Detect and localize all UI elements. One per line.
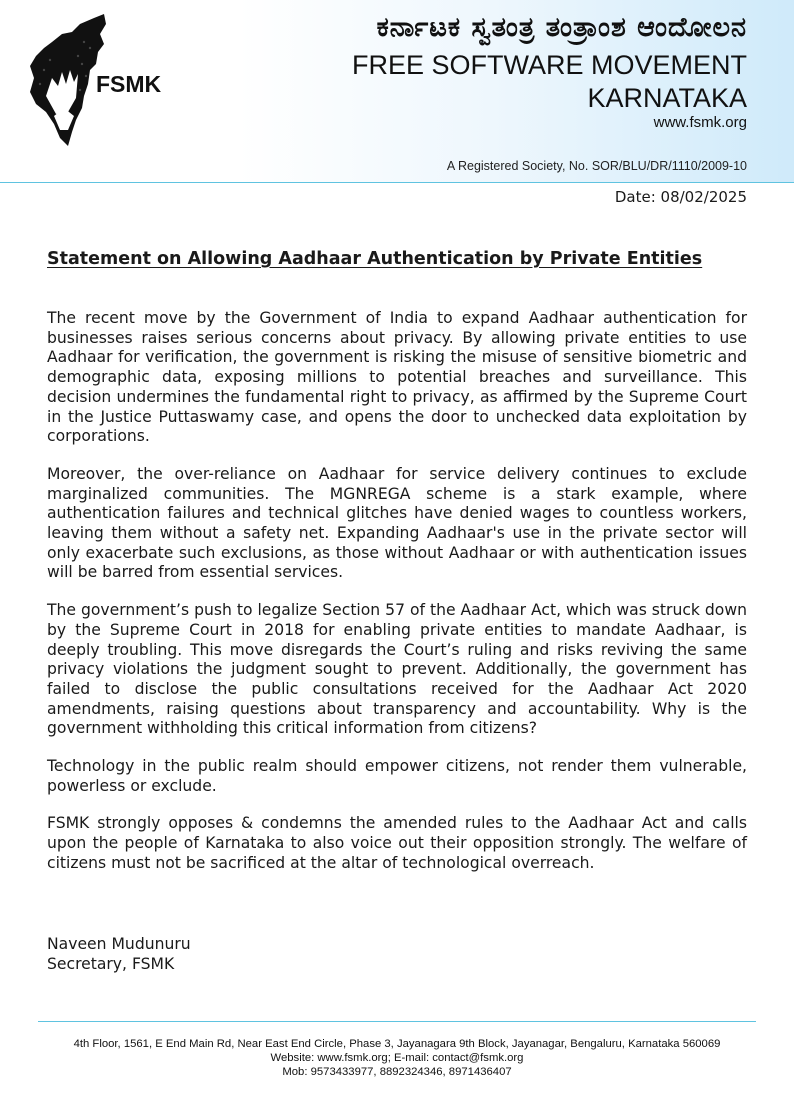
footer-divider: [38, 1021, 756, 1022]
header-divider: [0, 182, 794, 183]
paragraph-5: FSMK strongly opposes & condemns the amended rules to the Aadhaar Act and calls upon the people of Karnataka to also voice out their opposition strongly. The welfare of citizens must not be sacrificed at the altar of technological overreach.: [47, 814, 747, 872]
paragraph-1: The recent move by the Government of India to expand Aadhaar authentication for businesses raises serious concerns about privacy. By allowing private entities to use Aadhaar for verification, the government is risking the misuse of sensitive biometric and demographic data, exposing millions to potential breaches and surveillance. This decision undermines the fundamental right to privacy, as affirmed by the Supreme Court in the Justice Puttaswamy case, and opens the door to unchecked data exploitation by corporations.: [47, 309, 747, 446]
fsmk-logo: [24, 12, 176, 148]
letterhead: [0, 0, 794, 183]
registration-number: A Registered Society, No. SOR/BLU/DR/1110/2009-10: [446, 159, 747, 173]
org-website: www.fsmk.org: [653, 114, 747, 131]
paragraph-3: The government’s push to legalize Section 57 of the Aadhaar Act, which was struck down by the Supreme Court in 2018 for enabling private entities to mandate Aadhaar, is deeply troubling. This move disregards the Court’s ruling and risks reviving the same privacy violations the judgment sought to prevent. Additionally, the government has failed to disclose the public consultations received for the Aadhaar Act 2020 amendments, raising questions about transparency and accountability. Why is the government withholding this critical information from citizens?: [47, 601, 747, 738]
signatory-title: Secretary, FSMK: [47, 955, 175, 973]
org-name-english: [227, 49, 747, 115]
logo-text: FSMK: [96, 71, 162, 97]
signature-block: [47, 934, 191, 974]
statement-body: [47, 309, 747, 892]
signatory-name: Naveen Mudunuru: [47, 935, 191, 953]
paragraph-4: Technology in the public realm should empower citizens, not render them vulnerable, powerless or exclude.: [47, 757, 747, 795]
org-name-kannada: ಕರ್ನಾಟಕ ಸ್ವತಂತ್ರ ತಂತ್ರಾಂಶ ಆಂದೋಲನ: [376, 12, 747, 43]
footer-address: 4th Floor, 1561, E End Main Rd, Near East End Circle, Phase 3, Jayanagara 9th Block, Jayanagar, Bengaluru, Karnataka 560069: [73, 1038, 721, 1050]
statement-title: Statement on Allowing Aadhaar Authentication by Private Entities: [47, 249, 703, 269]
org-name-line-1: FREE SOFTWARE MOVEMENT: [351, 50, 747, 80]
paragraph-2: Moreover, the over-reliance on Aadhaar for service delivery continues to exclude marginalized communities. The MGNREGA scheme is a stark example, where authentication failures and technical glitches have denied wages to countless workers, leaving them without a safety net. Expanding Aadhaar's use in the private sector will only exacerbate such exclusions, as those without Aadhaar or with authentication issues will be barred from essential services.: [47, 464, 747, 582]
footer: [0, 1037, 794, 1079]
footer-phones: Mob: 9573433977, 8892324346, 8971436407: [282, 1066, 512, 1078]
footer-contact: Website: www.fsmk.org; E-mail: contact@fsmk.org: [270, 1052, 524, 1064]
statement-date: Date: 08/02/2025: [614, 188, 747, 206]
org-name-line-2: KARNATAKA: [587, 83, 747, 113]
